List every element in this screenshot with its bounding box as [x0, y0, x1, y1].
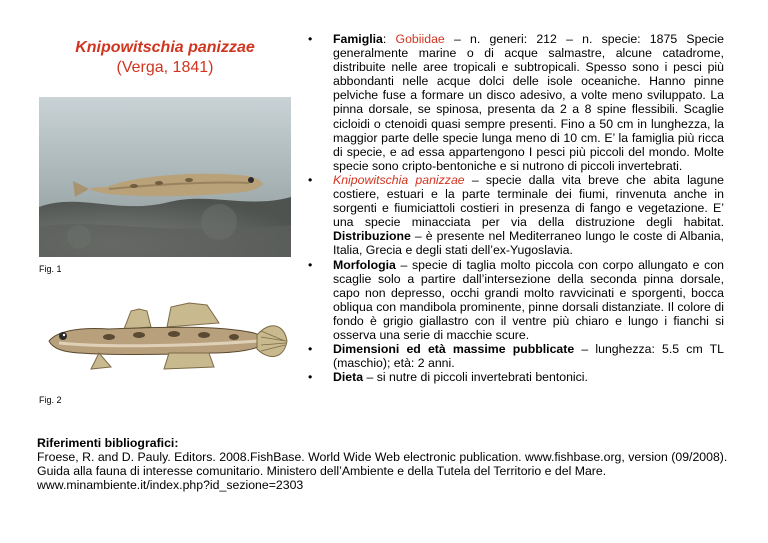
- references: [37, 436, 737, 492]
- list-item-morfologia: [308, 258, 724, 343]
- famiglia-label: Famiglia: [333, 32, 383, 46]
- species-info-list: [308, 32, 724, 384]
- list-item-dieta: [308, 370, 724, 384]
- reference-item: Guida alla fauna di interesse comunitario. Ministero dell’Ambiente e della Tutela del Territorio e del Mare. www.minambiente.it/index.php?id_sezione=2303: [37, 464, 607, 493]
- species-author: (Verga, 1841): [116, 59, 214, 76]
- species-title: Knipowitschia panizzae: [75, 39, 255, 56]
- reference-item: Froese, R. and D. Pauly. Editors. 2008.FishBase. World Wide Web electronic publication. www.fishbase.org, version (09/2008).: [37, 450, 728, 465]
- list-item-famiglia: [308, 32, 724, 173]
- family-name: Gobiidae: [395, 32, 445, 46]
- morfologia-text: – specie di taglia molto piccola con corpo allungato e con scaglie solo a partire dall’intersezione della seconda pinna dorsale, capo non depresso, occhi grandi molto ravvicinati e sporgenti, bocca obliqua con mandibola prominente, pinne dorsali distanziate. Il colore di fondo è grigio giallastro con il ventre più chiaro e lungo i fianchi si osserva una serie di macchie scure.: [333, 257, 724, 342]
- dimensioni-label: Dimensioni ed età massime pubblicate: [333, 342, 575, 357]
- fish-drawing-fig2: [39, 291, 291, 387]
- bullet-icon: •: [308, 32, 313, 46]
- bullet-icon: •: [308, 342, 313, 357]
- list-item-species: [308, 173, 724, 258]
- famiglia-separator: :: [382, 32, 396, 46]
- morfologia-label: Morfologia: [333, 257, 396, 272]
- fish-photo-fig1: [39, 97, 291, 257]
- fig-2-label: Fig. 2: [39, 395, 62, 405]
- references-heading: Riferimenti bibliografici:: [37, 436, 179, 450]
- bullet-icon: •: [308, 370, 313, 385]
- bullet-icon: •: [308, 257, 313, 272]
- bullet-icon: •: [308, 172, 313, 187]
- species-text: – specie dalla vita breve che abita lagune costiere, estuari e la parte terminale dei fiumi, rinvenuta anche in sorgenti e fiumiciattoli costieri in presenza di fango e vegetazione. E’ una specie minacciata per via della distruzione degli habitat.: [333, 172, 724, 230]
- dieta-label: Dieta: [333, 370, 364, 385]
- dimensioni-text: – lunghezza: 5.5 cm TL (maschio); età: 2 anni.: [333, 342, 725, 371]
- famiglia-text: – n. generi: 212 – n. specie: 1875 Specie generalmente marine o di acque salmastre, alcune catadrome, distribuite nelle aree tropicali e subtropicali. Spesso sono i pesci più abbondanti nelle acque dolci delle isole oceaniche. Hanno pinne pelviche fuse a formare un disco adesivo, a volte meno sviluppato. La pinna dorsale, se spinosa, presenta da 2 a 8 spine flessibili. Scaglie cicloidi o ctenoidi quasi sempre presenti. Fino a 50 cm in lunghezza, la maggior parte delle specie lunga meno di 10 cm. E’ la famiglia più ricca di specie, e ad essa appartengono I pesci più piccoli del mondo. Molte specie sono cripto-bentoniche e si nutrono di piccoli invertebrati.: [333, 32, 724, 173]
- fig-1-label: Fig. 1: [39, 264, 62, 274]
- distribuzione-label: Distribuzione: [333, 229, 411, 244]
- dieta-text: – si nutre di piccoli invertebrati bentonici.: [363, 370, 588, 385]
- species-name: Knipowitschia panizzae: [333, 172, 465, 187]
- distribuzione-text: – è presente nel Mediterraneo lungo le coste di Albania, Italia, Grecia e degli stati dell’ex-Yugoslavia.: [333, 229, 724, 258]
- list-item-dimensioni: [308, 342, 724, 370]
